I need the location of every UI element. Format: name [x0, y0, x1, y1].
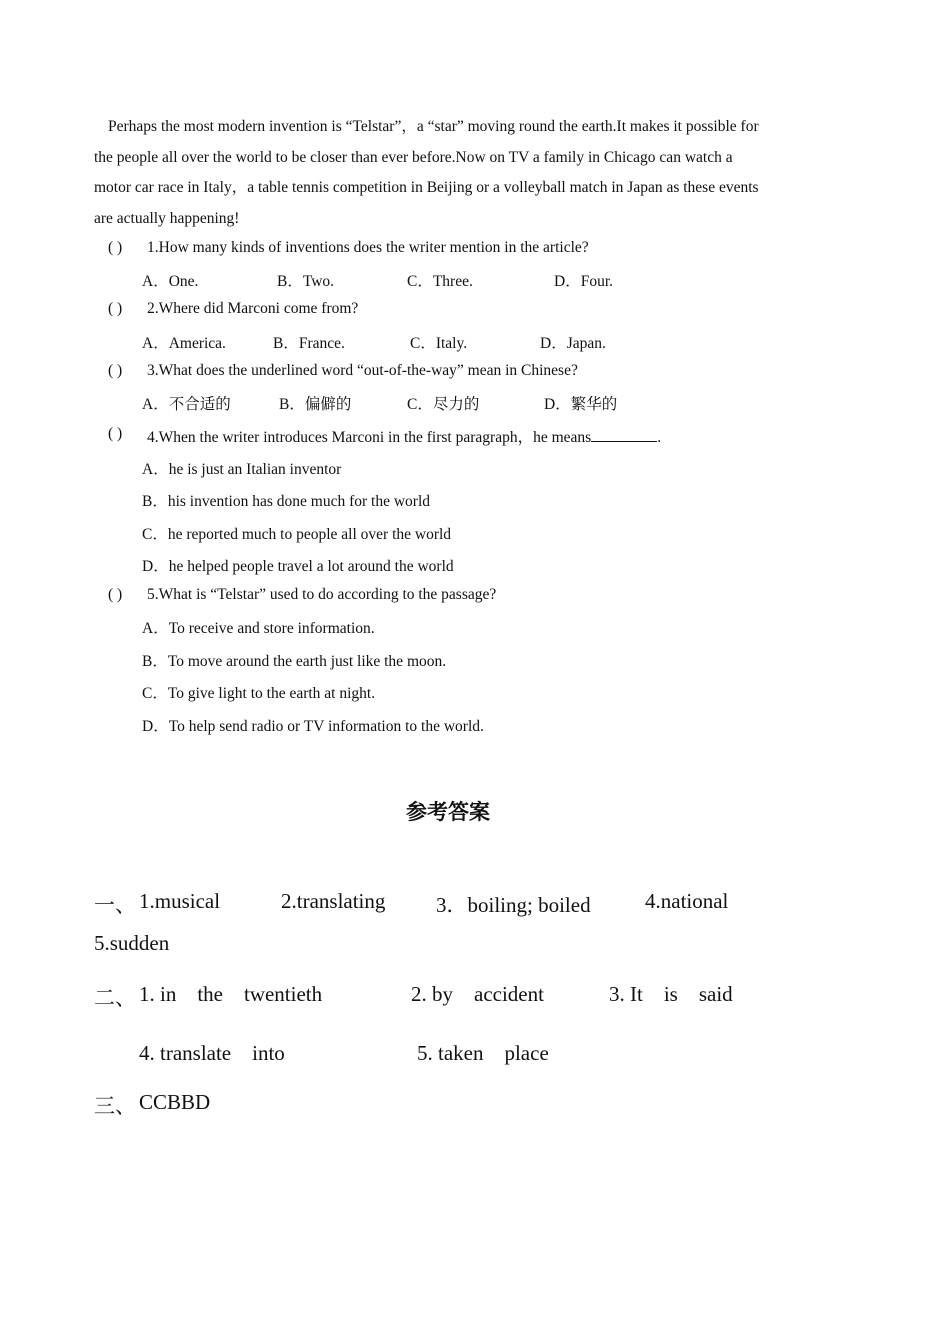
answer-item: CCBBD — [139, 1090, 211, 1114]
answer-item: 4. translate into — [139, 1041, 285, 1065]
option-d: D．Four. — [554, 273, 613, 290]
answer-item: 5. taken place — [417, 1041, 549, 1065]
answer-item: 2. by accident — [411, 982, 544, 1006]
answer-item: 1. in the twentieth — [139, 982, 323, 1006]
option-c: C．To give light to the earth at night. — [142, 685, 376, 702]
question-stem: 4.When the writer introduces Marconi in the first paragraph，he means — [147, 429, 592, 446]
option-d: D．繁华的 — [544, 396, 618, 413]
question-text: 3.What does the underlined word “out-of-the-way” mean in Chinese? — [147, 362, 578, 379]
option-a: A．America. — [142, 335, 226, 352]
option-a: A．不合适的 — [142, 396, 231, 413]
option-a: A．he is just an Italian inventor — [142, 461, 342, 478]
answer-item: 5.sudden — [94, 931, 170, 955]
question-end: . — [657, 429, 662, 446]
option-a: A．To receive and store information. — [142, 620, 375, 637]
answer-item: 4.national — [645, 889, 729, 913]
option-b: B．To move around the earth just like the moon. — [142, 653, 447, 670]
question-text: 2.Where did Marconi come from? — [147, 300, 359, 317]
passage-line-4: are actually happening! — [94, 210, 240, 227]
answer-item: 3. It is said — [609, 982, 733, 1006]
option-c: C．Italy. — [410, 335, 468, 352]
passage-line-2: the people all over the world to be closer than ever before.Now on TV a family in Chicago can watch a — [94, 149, 733, 166]
section-3-label: 三、 — [94, 1094, 136, 1118]
option-b: B．his invention has done much for the world — [142, 493, 430, 510]
option-c: C．尽力的 — [407, 396, 480, 413]
option-a: A．One. — [142, 273, 199, 290]
question-text: 1.How many kinds of inventions does the writer mention in the article? — [147, 239, 589, 256]
answer-bracket: ( ) — [108, 586, 123, 603]
passage-line-1: Perhaps the most modern invention is “Telstar”，a “star” moving round the earth.It makes it possible for — [108, 118, 759, 135]
option-c: C．he reported much to people all over the world — [142, 526, 452, 543]
section-1-label: 一、 — [94, 893, 136, 917]
fill-blank — [591, 427, 657, 442]
answer-item: 3．boiling; boiled — [436, 893, 591, 917]
answer-key-title: 参考答案 — [406, 800, 490, 824]
answer-item: 2.translating — [281, 889, 386, 913]
option-d: D．Japan. — [540, 335, 606, 352]
option-c: C．Three. — [407, 273, 473, 290]
option-b: B．Two. — [277, 273, 335, 290]
section-2-label: 二、 — [94, 986, 136, 1010]
passage-line-3: motor car race in Italy，a table tennis competition in Beijing or a volleyball match in Japan as these events — [94, 179, 759, 196]
answer-bracket: ( ) — [108, 425, 123, 442]
option-b: B．偏僻的 — [279, 396, 352, 413]
option-b: B．France. — [273, 335, 345, 352]
answer-bracket: ( ) — [108, 239, 123, 256]
answer-bracket: ( ) — [108, 300, 123, 317]
question-text — [147, 425, 661, 447]
option-d: D．To help send radio or TV information to the world. — [142, 718, 484, 735]
answer-bracket: ( ) — [108, 362, 123, 379]
question-text: 5.What is “Telstar” used to do according to the passage? — [147, 586, 497, 603]
answer-item: 1.musical — [139, 889, 221, 913]
option-d: D．he helped people travel a lot around the world — [142, 558, 454, 575]
